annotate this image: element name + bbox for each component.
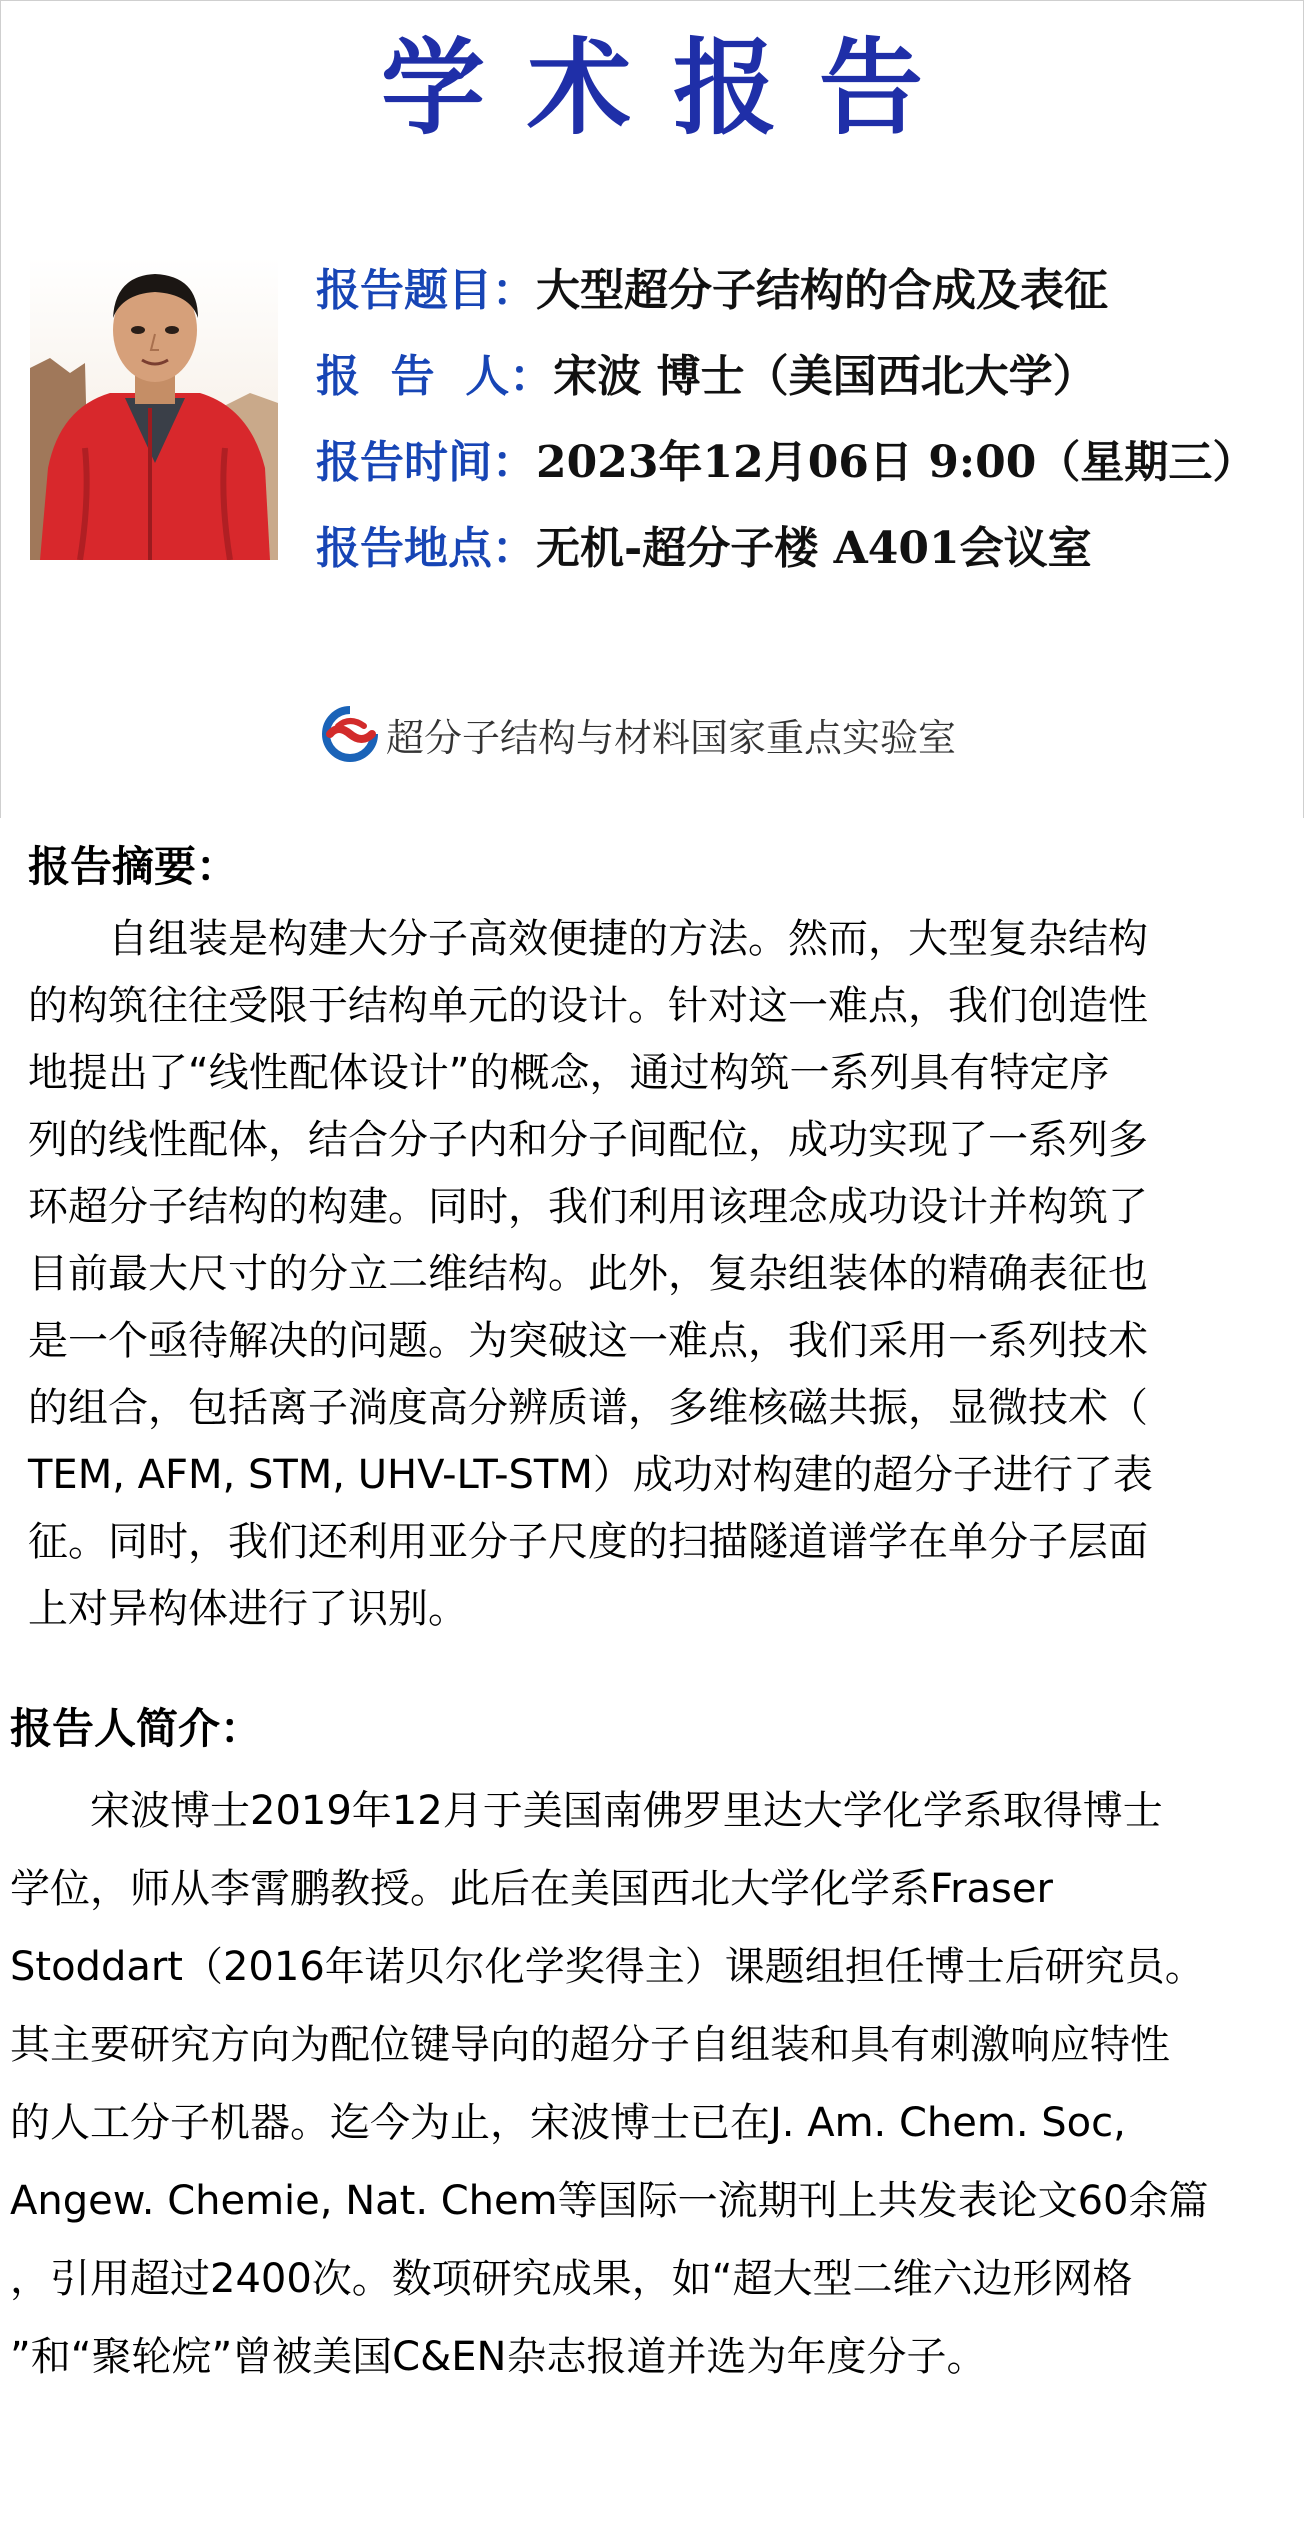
abstract-line: 列的线性配体，结合分子内和分子间配位，成功实现了一系列多 bbox=[28, 1117, 1148, 1163]
info-row-time bbox=[316, 428, 1256, 498]
info-row-topic bbox=[316, 256, 1108, 326]
info-value: 大型超分子结构的合成及表征 bbox=[536, 265, 1108, 316]
bio-line: Angew. Chemie, Nat. Chem等国际一流期刊上共发表论文60余篇 bbox=[10, 2178, 1209, 2224]
bio-line: ，引用超过2400次。数项研究成果，如“超大型二维六边形网格 bbox=[10, 2256, 1133, 2302]
bio-title: 报告人简介： bbox=[10, 1704, 263, 1753]
info-label: 报 告 人： bbox=[316, 351, 554, 402]
abstract-line: 的组合，包括离子淌度高分辨质谱，多维核磁共振，显微技术（ bbox=[28, 1385, 1148, 1431]
abstract-title: 报告摘要： bbox=[28, 842, 239, 891]
abstract-line: 是一个亟待解决的问题。为突破这一难点，我们采用一系列技术 bbox=[28, 1318, 1148, 1364]
info-label: 报告题目： bbox=[316, 265, 536, 316]
info-value: 宋波 博士（美国西北大学） bbox=[553, 351, 1097, 402]
lab-banner bbox=[318, 704, 956, 764]
info-value: 无机-超分子楼 A401会议室 bbox=[536, 523, 1092, 574]
abstract-line: 环超分子结构的构建。同时，我们利用该理念成功设计并构筑了 bbox=[28, 1184, 1148, 1230]
bio-line: ”和“聚轮烷”曾被美国C&EN杂志报道并选为年度分子。 bbox=[10, 2334, 987, 2380]
lab-logo-icon bbox=[318, 704, 382, 764]
info-value: 2023年12月06日 9:00（星期三） bbox=[536, 437, 1257, 488]
poster-header-panel bbox=[0, 0, 1304, 820]
abstract-line: 自组装是构建大分子高效便捷的方法。然而，大型复杂结构 bbox=[28, 916, 1148, 962]
info-label: 报告地点： bbox=[316, 523, 536, 574]
info-row-speaker bbox=[316, 342, 1097, 412]
abstract-line: TEM, AFM, STM, UHV-LT-STM）成功对构建的超分子进行了表 bbox=[28, 1452, 1153, 1498]
abstract-body bbox=[28, 906, 1153, 1643]
info-row-location bbox=[316, 514, 1092, 584]
info-label: 报告时间： bbox=[316, 437, 536, 488]
abstract-line: 上对异构体进行了识别。 bbox=[28, 1586, 468, 1632]
bio-line: 的人工分子机器。迄今为止，宋波博士已在J. Am. Chem. Soc, bbox=[10, 2100, 1126, 2146]
abstract-line: 目前最大尺寸的分立二维结构。此外，复杂组装体的精确表征也 bbox=[28, 1251, 1148, 1297]
bio-line: 宋波博士2019年12月于美国南佛罗里达大学化学系取得博士 bbox=[10, 1788, 1163, 1834]
lab-name: 超分子结构与材料国家重点实验室 bbox=[386, 715, 957, 760]
speaker-photo bbox=[30, 258, 278, 560]
bio-line: 其主要研究方向为配位键导向的超分子自组装和具有刺激响应特性 bbox=[10, 2022, 1170, 2068]
abstract-line: 征。同时，我们还利用亚分子尺度的扫描隧道谱学在单分子层面 bbox=[28, 1519, 1148, 1565]
bio-line: Stoddart（2016年诺贝尔化学奖得主）课题组担任博士后研究员。 bbox=[10, 1944, 1205, 1990]
abstract-line: 地提出了“线性配体设计”的概念，通过构筑一系列具有特定序 bbox=[28, 1050, 1110, 1096]
bio-line: 学位，师从李霄鹏教授。此后在美国西北大学化学系Fraser bbox=[10, 1866, 1053, 1912]
bio-body bbox=[10, 1772, 1209, 2396]
abstract-line: 的构筑往往受限于结构单元的设计。针对这一难点，我们创造性 bbox=[28, 983, 1148, 1029]
poster-title: 学术报告 bbox=[380, 26, 965, 149]
